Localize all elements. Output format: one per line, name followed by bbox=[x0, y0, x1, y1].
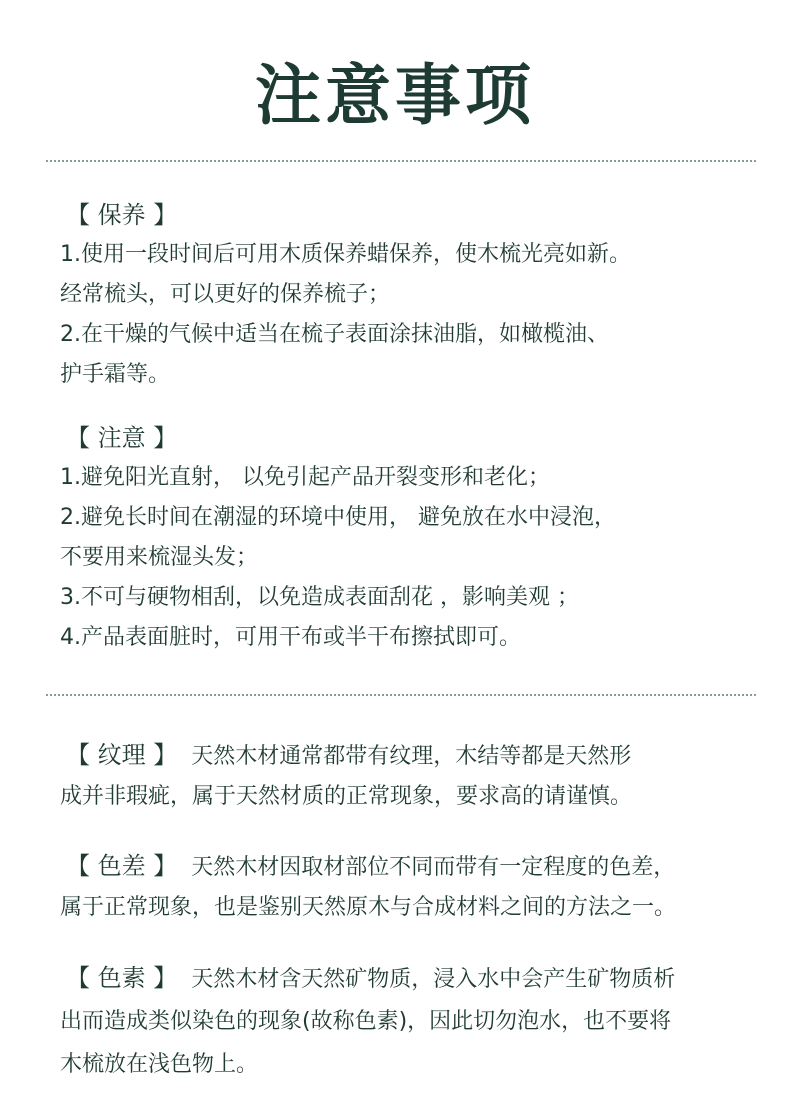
dotted-divider-top bbox=[46, 160, 756, 162]
grain-text: 天然木材通常都带有纹理，木结等都是天然形 bbox=[191, 744, 632, 769]
notice-line-2: 2.避免长时间在潮湿的环境中使用， 避免放在水中浸泡， bbox=[60, 505, 616, 530]
notice-line-1: 1.避免阳光直射， 以免引起产品开裂变形和老化； bbox=[60, 465, 550, 490]
mineral-first-line bbox=[60, 957, 750, 1000]
color-diff-heading: 【 色差 】 bbox=[66, 852, 178, 880]
care-line-3: 2.在干燥的气候中适当在梳子表面涂抹油脂，如橄榄油、 bbox=[60, 322, 609, 347]
mineral-heading: 【 色素 】 bbox=[66, 964, 178, 992]
mineral-line-3: 木梳放在浅色物上。 bbox=[60, 1052, 259, 1077]
color-diff-first-line bbox=[60, 845, 750, 887]
mineral-paragraph bbox=[60, 957, 750, 1086]
mineral-text: 天然木材含天然矿物质，浸入水中会产生矿物质析 bbox=[191, 967, 676, 992]
notice-section bbox=[60, 418, 750, 658]
care-line-4: 护手霜等。 bbox=[60, 362, 171, 387]
care-line-1: 1.使用一段时间后可用木质保养蜡保养，使木梳光亮如新。 bbox=[60, 242, 631, 267]
grain-heading: 【 纹理 】 bbox=[66, 741, 178, 769]
care-heading: 【 保养 】 bbox=[66, 201, 178, 229]
notice-line-5: 4.产品表面脏时，可用干布或半干布擦拭即可。 bbox=[60, 625, 521, 650]
notice-line-4: 3.不可与硬物相刮，以免造成表面刮花 ，影响美观 ； bbox=[60, 585, 579, 610]
color-diff-paragraph bbox=[60, 845, 750, 929]
dotted-divider-bottom bbox=[46, 694, 756, 696]
care-line-2: 经常梳头，可以更好的保养梳子； bbox=[60, 282, 391, 307]
grain-first-line bbox=[60, 734, 750, 776]
care-section bbox=[60, 195, 750, 395]
notice-line-3: 不要用来梳湿头发； bbox=[60, 545, 259, 570]
page-title: 注意事项 bbox=[255, 56, 535, 134]
mineral-line-2: 出而造成类似染色的现象(故称色素)，因此切勿泡水，也不要将 bbox=[60, 1009, 672, 1034]
grain-paragraph bbox=[60, 734, 750, 818]
color-diff-text: 天然木材因取材部位不同而带有一定程度的色差， bbox=[191, 855, 676, 880]
grain-line-2: 成并非瑕疵，属于天然材质的正常现象，要求高的请谨慎。 bbox=[60, 784, 633, 809]
notice-heading: 【 注意 】 bbox=[66, 424, 178, 452]
color-diff-line-2: 属于正常现象，也是鉴别天然原木与合成材料之间的方法之一。 bbox=[60, 895, 677, 920]
